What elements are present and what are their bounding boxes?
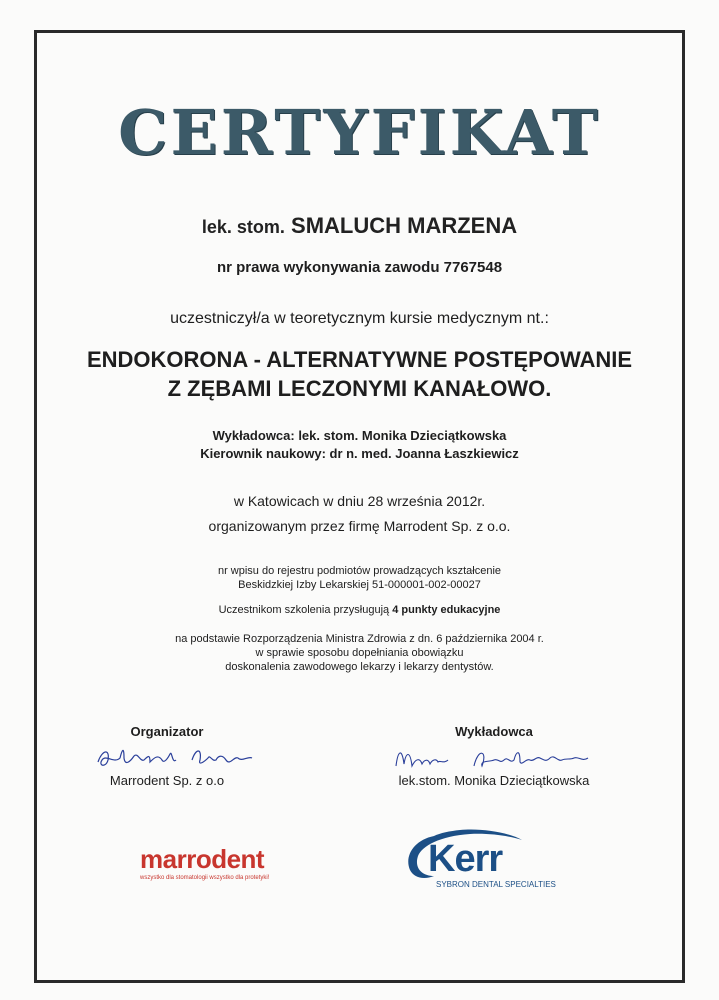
organized-by: organizowanym przez firmę Marrodent Sp. z o.o.	[208, 518, 511, 534]
participation-statement: uczestniczył/a w teoretycznym kursie medycznym nt.:	[170, 310, 549, 327]
registry-line-1: nr wpisu do rejestru podmiotów prowadzących kształcenie	[217, 565, 502, 577]
marrodent-wordmark: marrodent	[140, 844, 265, 874]
participant-prefix: lek. stom.	[201, 217, 285, 237]
organizer-signature	[92, 740, 262, 774]
marrodent-logo	[140, 844, 310, 881]
participant-name: SMALUCH MARZENA	[291, 213, 518, 238]
legal-basis-line-2: w sprawie sposobu dopełniania obowiązku	[255, 647, 464, 659]
organizer-name: Marrodent Sp. z o.o	[109, 773, 225, 788]
points-value: 4 punkty edukacyjne	[392, 604, 501, 616]
course-title-line-2: Z ZĘBAMI LECZONYMI KANAŁOWO.	[167, 376, 552, 401]
lecturer-signature-block	[374, 724, 614, 788]
education-points	[0, 604, 719, 616]
lecturer-name: lek.stom. Monika Dzieciątkowska	[398, 773, 590, 788]
organizer-signature-block	[92, 724, 242, 788]
points-text: Uczestnikom szkolenia przysługują	[218, 604, 390, 616]
registry-info	[0, 564, 719, 592]
place-date: w Katowicach w dniu 28 września 2012r.	[233, 493, 486, 509]
lecturer-signature	[374, 740, 614, 774]
organizer-heading: Organizator	[130, 724, 204, 739]
legal-basis	[0, 632, 719, 674]
legal-basis-line-1: na podstawie Rozporządzenia Ministra Zdrowia z dn. 6 października 2004 r.	[175, 633, 544, 645]
lecturer-heading: Wykładowca	[455, 724, 533, 739]
kerr-logo	[400, 826, 560, 892]
kerr-wordmark: Kerr	[428, 838, 503, 880]
license-number: nr prawa wykonywania zawodu 7767548	[216, 259, 503, 276]
lecturer-line: Wykładowca: lek. stom. Monika Dzieciątkowska	[212, 428, 507, 443]
kerr-subtitle: SYBRON DENTAL SPECIALTIES	[436, 880, 556, 889]
registry-line-2: Beskidzkiej Izby Lekarskiej 51-000001-002-00027	[238, 579, 481, 591]
participant-line	[0, 213, 719, 239]
course-title	[0, 345, 719, 403]
lecturers-info	[0, 427, 719, 463]
marrodent-tagline: wszystko dla stomatologii wszystko dla protetyki!	[140, 875, 270, 881]
legal-basis-line-3: doskonalenia zawodowego lekarzy i lekarzy dentystów.	[225, 661, 494, 673]
scientific-head-line: Kierownik naukowy: dr n. med. Joanna Łaszkiewicz	[200, 446, 519, 461]
course-title-line-1: ENDOKORONA - ALTERNATYWNE POSTĘPOWANIE	[86, 347, 633, 372]
certificate-title: CERTYFIKAT	[118, 96, 601, 169]
